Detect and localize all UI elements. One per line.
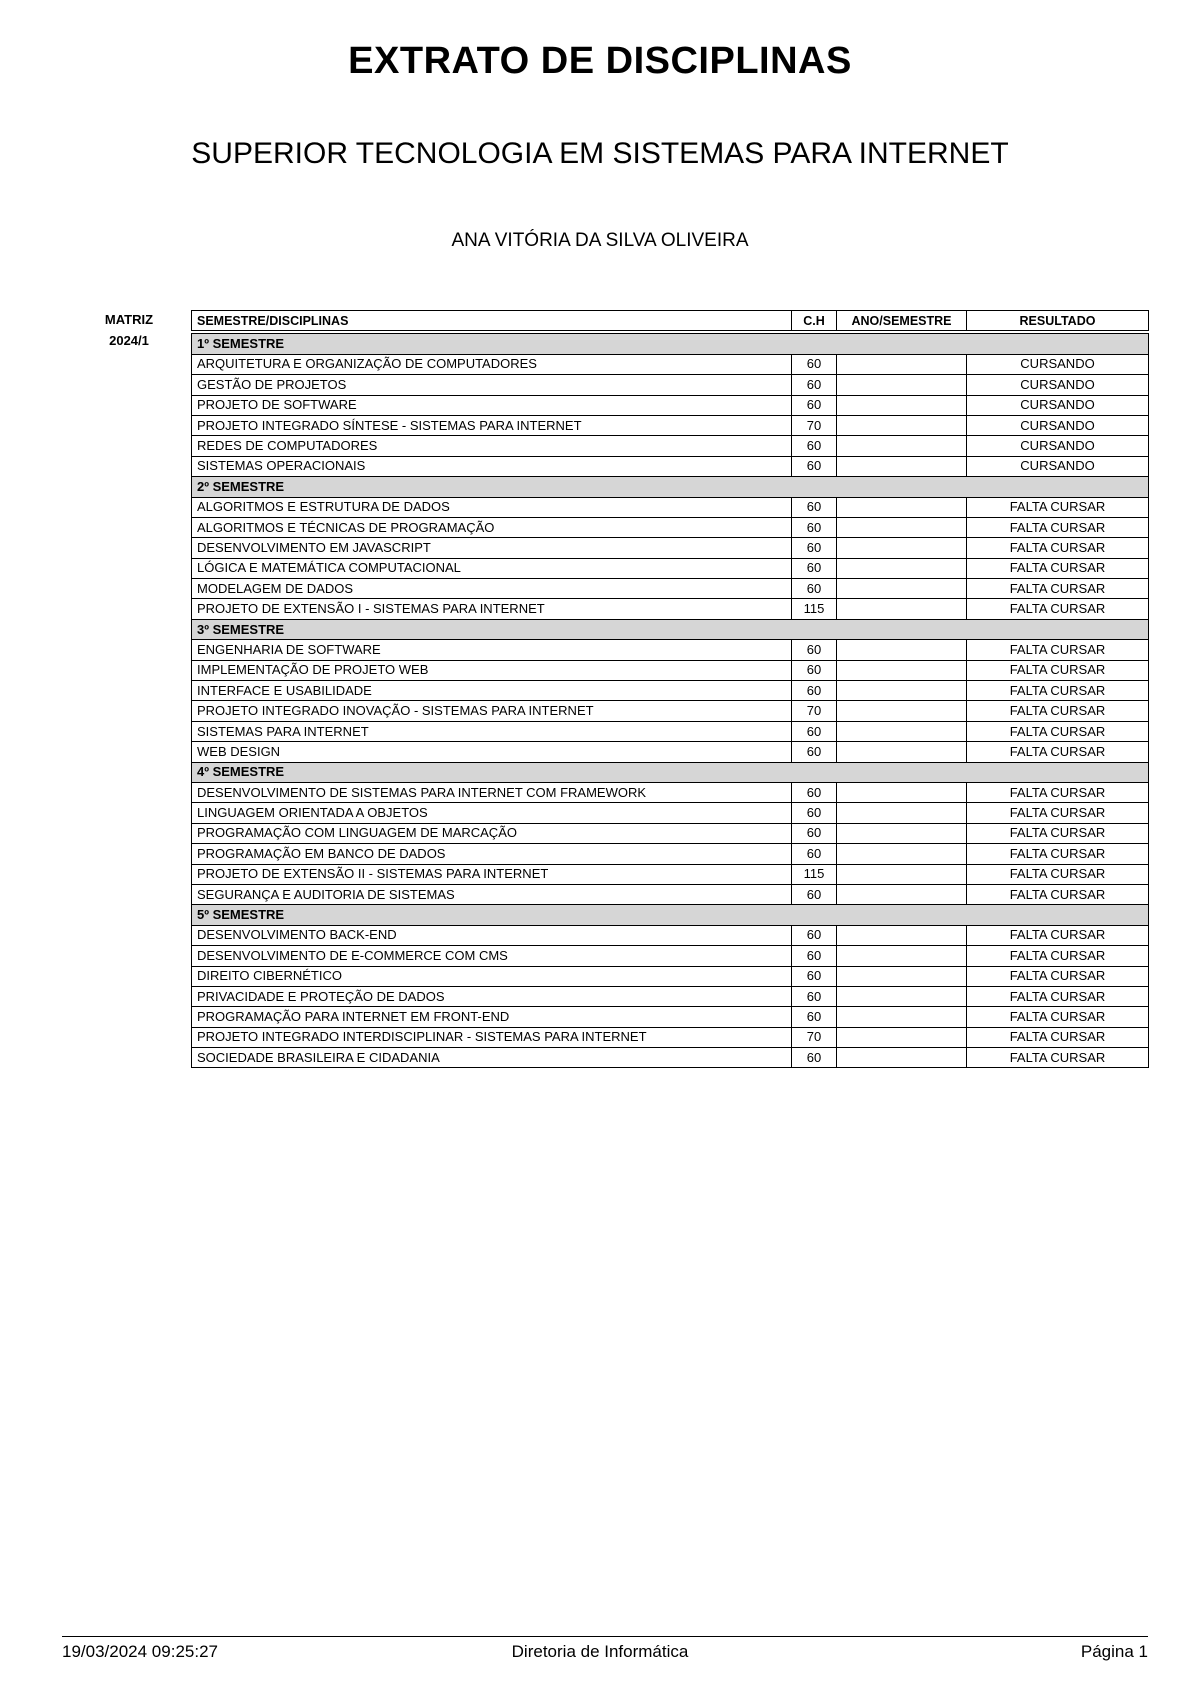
table-row [192,946,1149,966]
document-title: EXTRATO DE DISCIPLINAS [348,40,852,82]
discipline-result: CURSANDO [967,395,1149,415]
discipline-name: DESENVOLVIMENTO BACK-END [192,925,792,945]
semester-title: 1º SEMESTRE [192,334,1149,354]
discipline-name: ALGORITMOS E ESTRUTURA DE DADOS [192,497,792,517]
semester-row [192,619,1149,639]
discipline-result: FALTA CURSAR [967,966,1149,986]
semester-title: 3º SEMESTRE [192,619,1149,639]
discipline-result: FALTA CURSAR [967,517,1149,537]
table-row [192,436,1149,456]
semester-title: 4º SEMESTRE [192,762,1149,782]
discipline-year-semester [837,497,967,517]
table-row [192,497,1149,517]
table-row [192,517,1149,537]
student-name: ANA VITÓRIA DA SILVA OLIVEIRA [451,230,749,251]
discipline-year-semester [837,864,967,884]
column-header-result: RESULTADO [967,311,1149,331]
discipline-name: WEB DESIGN [192,742,792,762]
discipline-ch: 60 [792,436,837,456]
discipline-name: REDES DE COMPUTADORES [192,436,792,456]
discipline-result: FALTA CURSAR [967,640,1149,660]
table-row [192,1007,1149,1027]
table-row [192,884,1149,904]
column-header-disciplines: SEMESTRE/DISCIPLINAS [192,311,792,331]
discipline-result: FALTA CURSAR [967,925,1149,945]
discipline-result: FALTA CURSAR [967,986,1149,1006]
discipline-result: FALTA CURSAR [967,844,1149,864]
discipline-ch: 60 [792,742,837,762]
discipline-result: FALTA CURSAR [967,579,1149,599]
discipline-name: DESENVOLVIMENTO DE E-COMMERCE COM CMS [192,946,792,966]
discipline-ch: 60 [792,782,837,802]
column-header-year-semester: ANO/SEMESTRE [837,311,967,331]
discipline-name: LINGUAGEM ORIENTADA A OBJETOS [192,803,792,823]
table-row [192,538,1149,558]
discipline-ch: 115 [792,599,837,619]
discipline-result: FALTA CURSAR [967,1007,1149,1027]
discipline-ch: 60 [792,395,837,415]
table-row [192,456,1149,476]
discipline-result: FALTA CURSAR [967,946,1149,966]
discipline-result: FALTA CURSAR [967,1027,1149,1047]
discipline-ch: 60 [792,681,837,701]
discipline-ch: 60 [792,579,837,599]
table-row [192,1048,1149,1068]
discipline-ch: 60 [792,354,837,374]
discipline-result: FALTA CURSAR [967,497,1149,517]
discipline-ch: 70 [792,415,837,435]
discipline-result: FALTA CURSAR [967,701,1149,721]
discipline-name: PROGRAMAÇÃO PARA INTERNET EM FRONT-END [192,1007,792,1027]
semester-title: 5º SEMESTRE [192,905,1149,925]
table-row [192,1027,1149,1047]
discipline-ch: 60 [792,946,837,966]
footer-timestamp: 19/03/2024 09:25:27 [62,1642,218,1661]
table-row [192,844,1149,864]
discipline-year-semester [837,456,967,476]
semester-title: 2º SEMESTRE [192,477,1149,497]
matrix-value: 2024/1 [109,333,149,348]
discipline-ch: 60 [792,517,837,537]
discipline-year-semester [837,395,967,415]
discipline-ch: 60 [792,558,837,578]
discipline-year-semester [837,966,967,986]
discipline-name: DESENVOLVIMENTO EM JAVASCRIPT [192,538,792,558]
disciplines-table-body [192,334,1149,1068]
discipline-name: LÓGICA E MATEMÁTICA COMPUTACIONAL [192,558,792,578]
table-row [192,864,1149,884]
discipline-ch: 60 [792,660,837,680]
discipline-ch: 60 [792,884,837,904]
discipline-year-semester [837,640,967,660]
discipline-name: PROJETO INTEGRADO SÍNTESE - SISTEMAS PARA INTERNET [192,415,792,435]
discipline-result: FALTA CURSAR [967,1048,1149,1068]
discipline-ch: 60 [792,497,837,517]
discipline-name: PROJETO DE EXTENSÃO I - SISTEMAS PARA INTERNET [192,599,792,619]
discipline-ch: 60 [792,966,837,986]
discipline-result: CURSANDO [967,354,1149,374]
discipline-name: PROGRAMAÇÃO COM LINGUAGEM DE MARCAÇÃO [192,823,792,843]
discipline-year-semester [837,721,967,741]
table-row [192,415,1149,435]
table-row [192,354,1149,374]
discipline-result: CURSANDO [967,415,1149,435]
discipline-name: MODELAGEM DE DADOS [192,579,792,599]
disciplines-table [191,310,1149,1068]
table-row [192,925,1149,945]
discipline-ch: 70 [792,1027,837,1047]
discipline-year-semester [837,375,967,395]
course-name: SUPERIOR TECNOLOGIA EM SISTEMAS PARA INTERNET [191,137,1009,170]
discipline-name: PRIVACIDADE E PROTEÇÃO DE DADOS [192,986,792,1006]
discipline-name: IMPLEMENTAÇÃO DE PROJETO WEB [192,660,792,680]
table-row [192,640,1149,660]
discipline-result: FALTA CURSAR [967,558,1149,578]
matrix-label: MATRIZ [104,312,154,327]
discipline-name: ENGENHARIA DE SOFTWARE [192,640,792,660]
discipline-ch: 60 [792,1007,837,1027]
discipline-result: FALTA CURSAR [967,823,1149,843]
table-row [192,599,1149,619]
discipline-name: SISTEMAS PARA INTERNET [192,721,792,741]
table-row [192,782,1149,802]
discipline-year-semester [837,1027,967,1047]
table-row [192,966,1149,986]
discipline-name: PROJETO DE EXTENSÃO II - SISTEMAS PARA INTERNET [192,864,792,884]
discipline-ch: 60 [792,925,837,945]
discipline-year-semester [837,946,967,966]
discipline-year-semester [837,701,967,721]
discipline-ch: 60 [792,1048,837,1068]
discipline-name: DIREITO CIBERNÉTICO [192,966,792,986]
discipline-year-semester [837,884,967,904]
footer-page-number: Página 1 [1080,1642,1148,1661]
discipline-year-semester [837,925,967,945]
discipline-name: PROGRAMAÇÃO EM BANCO DE DADOS [192,844,792,864]
discipline-result: FALTA CURSAR [967,864,1149,884]
discipline-year-semester [837,558,967,578]
discipline-result: CURSANDO [967,456,1149,476]
discipline-year-semester [837,986,967,1006]
column-header-ch: C.H [792,311,837,331]
discipline-year-semester [837,599,967,619]
discipline-result: FALTA CURSAR [967,538,1149,558]
discipline-year-semester [837,354,967,374]
table-row [192,721,1149,741]
discipline-year-semester [837,538,967,558]
discipline-result: FALTA CURSAR [967,681,1149,701]
discipline-result: FALTA CURSAR [967,742,1149,762]
discipline-year-semester [837,782,967,802]
table-row [192,375,1149,395]
discipline-year-semester [837,517,967,537]
discipline-year-semester [837,681,967,701]
discipline-name: GESTÃO DE PROJETOS [192,375,792,395]
discipline-name: SEGURANÇA E AUDITORIA DE SISTEMAS [192,884,792,904]
semester-row [192,334,1149,354]
table-row [192,986,1149,1006]
table-row [192,660,1149,680]
table-row [192,395,1149,415]
table-row [192,823,1149,843]
discipline-year-semester [837,436,967,456]
table-row [192,579,1149,599]
discipline-name: PROJETO INTEGRADO INTERDISCIPLINAR - SISTEMAS PARA INTERNET [192,1027,792,1047]
discipline-ch: 60 [792,721,837,741]
discipline-result: CURSANDO [967,375,1149,395]
discipline-year-semester [837,1007,967,1027]
discipline-result: FALTA CURSAR [967,660,1149,680]
discipline-name: ARQUITETURA E ORGANIZAÇÃO DE COMPUTADORES [192,354,792,374]
discipline-name: DESENVOLVIMENTO DE SISTEMAS PARA INTERNET COM FRAMEWORK [192,782,792,802]
footer-department: Diretoria de Informática [511,1642,689,1661]
table-header-row [192,311,1149,331]
discipline-name: SISTEMAS OPERACIONAIS [192,456,792,476]
discipline-year-semester [837,823,967,843]
table-row [192,701,1149,721]
footer-divider [62,1636,1148,1637]
table-row [192,558,1149,578]
discipline-ch: 115 [792,864,837,884]
table-row [192,742,1149,762]
discipline-ch: 60 [792,538,837,558]
discipline-ch: 60 [792,803,837,823]
discipline-year-semester [837,1048,967,1068]
discipline-ch: 60 [792,640,837,660]
discipline-ch: 60 [792,823,837,843]
table-row [192,803,1149,823]
discipline-ch: 70 [792,701,837,721]
discipline-name: ALGORITMOS E TÉCNICAS DE PROGRAMAÇÃO [192,517,792,537]
discipline-year-semester [837,742,967,762]
discipline-result: FALTA CURSAR [967,803,1149,823]
discipline-name: PROJETO DE SOFTWARE [192,395,792,415]
discipline-year-semester [837,579,967,599]
discipline-ch: 60 [792,844,837,864]
discipline-year-semester [837,844,967,864]
discipline-year-semester [837,415,967,435]
semester-row [192,477,1149,497]
discipline-name: PROJETO INTEGRADO INOVAÇÃO - SISTEMAS PARA INTERNET [192,701,792,721]
discipline-name: SOCIEDADE BRASILEIRA E CIDADANIA [192,1048,792,1068]
discipline-result: FALTA CURSAR [967,721,1149,741]
discipline-year-semester [837,803,967,823]
discipline-name: INTERFACE E USABILIDADE [192,681,792,701]
semester-row [192,905,1149,925]
discipline-year-semester [837,660,967,680]
discipline-ch: 60 [792,456,837,476]
discipline-result: FALTA CURSAR [967,782,1149,802]
discipline-result: FALTA CURSAR [967,599,1149,619]
discipline-result: CURSANDO [967,436,1149,456]
table-row [192,681,1149,701]
discipline-ch: 60 [792,986,837,1006]
semester-row [192,762,1149,782]
discipline-result: FALTA CURSAR [967,884,1149,904]
discipline-ch: 60 [792,375,837,395]
